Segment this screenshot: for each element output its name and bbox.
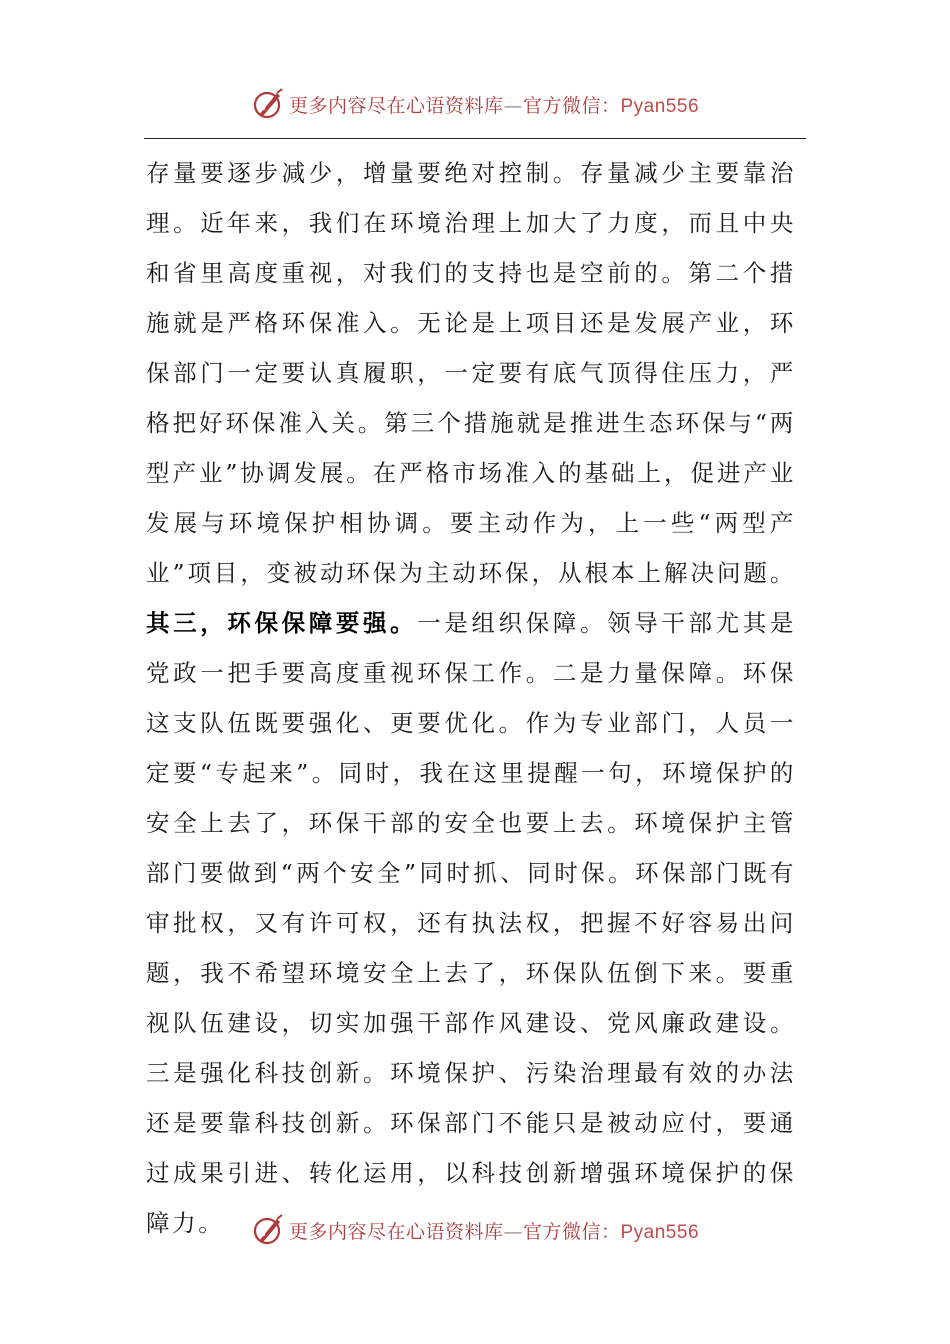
banner-wechat-label: 官方微信：: [522, 94, 621, 117]
banner-text: [289, 1217, 699, 1244]
header-divider: [144, 138, 806, 139]
banner-dash: —: [503, 94, 523, 117]
banner-main-text: 更多内容尽在心语资料库: [288, 94, 504, 117]
banner-dash: —: [503, 1220, 523, 1243]
body-bold-heading: 其三，环保保障要强。: [146, 609, 418, 637]
banner-text: [289, 91, 699, 118]
banner-main-text: 更多内容尽在心语资料库: [288, 1220, 504, 1243]
quill-pen-logo-icon: [251, 87, 285, 121]
header-banner: [0, 84, 950, 124]
footer-banner: [0, 1210, 950, 1250]
body-text-part1: 存量要逐步减少，增量要绝对控制。存量减少主要靠治理。近年来，我们在环境治理上加大了力度，而且中央和省里高度重视，对我们的支持也是空前的。第二个措施就是严格环保准入。无论是上项目还是发展产业，环保部门一定要认真履职，一定要有底气顶得住压力，严格把好环保准入关。第三个措施就是推进生态环保与“两型产业”协调发展。在严格市场准入的基础上，促进产业发展与环境保护相协调。要主动作为，上一些“两型产业”项目，变被动环保为主动环保，从根本上解决问题。: [146, 159, 796, 587]
banner-wechat-id: Pyan556: [620, 95, 700, 117]
banner-wechat-label: 官方微信：: [522, 1220, 621, 1243]
quill-pen-logo-icon: [251, 1213, 285, 1247]
body-text-part2: 一是组织保障。领导干部尤其是党政一把手要高度重视环保工作。二是力量保障。环保这支队伍既要强化、更要优化。作为专业部门，人员一定要“专起来”。同时，我在这里提醒一句，环境保护的安全上去了，环保干部的安全也要上去。环境保护主管部门要做到“两个安全”同时抓、同时保。环保部门既有审批权，又有许可权，还有执法权，把握不好容易出问题，我不希望环境安全上去了，环保队伍倒下来。要重视队伍建设，切实加强干部作风建设、党风廉政建设。三是强化科技创新。环境保护、污染治理最有效的办法还是要靠科技创新。环保部门不能只是被动应付，要通过成果引进、转化运用，以科技创新增强环境保护的保障力。: [146, 609, 797, 1237]
banner-wechat-id: Pyan556: [620, 1221, 700, 1243]
body-paragraph: [146, 148, 796, 1248]
